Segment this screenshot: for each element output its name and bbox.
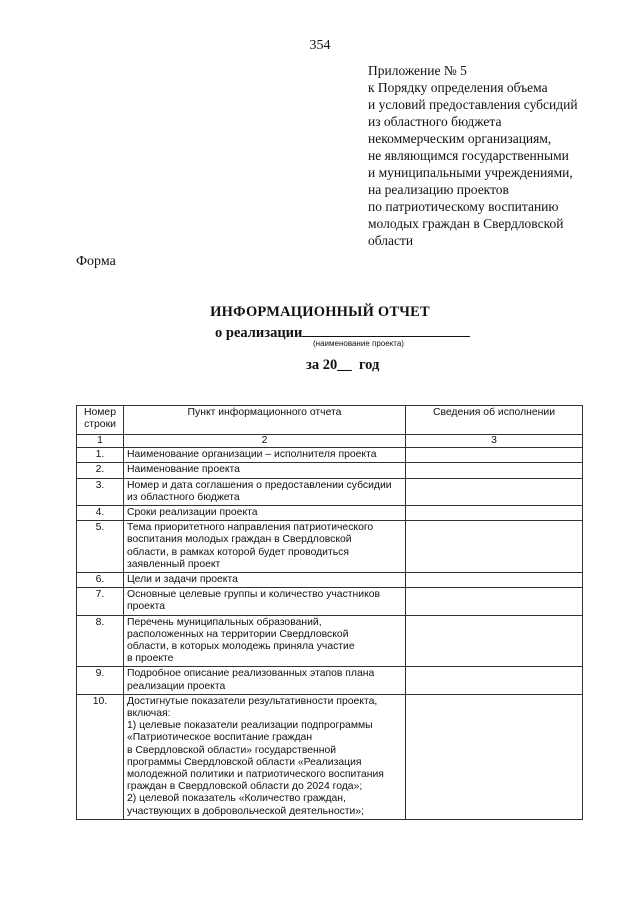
year-suffix: год bbox=[358, 357, 380, 373]
report-item-line: Наименование проекта bbox=[127, 464, 240, 476]
appendix-line: из областного бюджета bbox=[368, 114, 502, 129]
execution-info-cell[interactable] bbox=[406, 615, 583, 667]
execution-info-cell[interactable] bbox=[406, 448, 583, 463]
realization-prefix: о реализации bbox=[215, 325, 303, 341]
appendix-line: к Порядку определения объема bbox=[368, 80, 548, 95]
report-item-line: Цели и задачи проекта bbox=[127, 574, 238, 586]
project-name-hint: (наименование проекта) bbox=[313, 339, 404, 348]
report-item-line: воспитания молодых граждан в Свердловской bbox=[127, 534, 352, 546]
row-number: 9. bbox=[77, 667, 124, 694]
appendix-line: некоммерческим организациям, bbox=[368, 131, 552, 146]
row-number: 5. bbox=[77, 521, 124, 573]
appendix-block bbox=[368, 62, 628, 249]
appendix-line: и условий предоставления субсидий bbox=[368, 97, 578, 112]
table-row bbox=[77, 615, 583, 667]
header-report-item: Пункт информационного отчета bbox=[124, 406, 406, 435]
report-item-text bbox=[124, 694, 406, 819]
report-item-line: включая: bbox=[127, 708, 171, 720]
report-item-text bbox=[124, 506, 406, 521]
table-index-row bbox=[77, 435, 583, 448]
report-item-line: области, в рамках которой будет проводиться bbox=[127, 546, 349, 558]
index-cell: 3 bbox=[406, 435, 583, 448]
execution-info-cell[interactable] bbox=[406, 478, 583, 505]
report-item-text bbox=[124, 588, 406, 615]
table-row bbox=[77, 463, 583, 478]
execution-info-cell[interactable] bbox=[406, 521, 583, 573]
appendix-line: области bbox=[368, 233, 414, 248]
report-item-text bbox=[124, 615, 406, 667]
row-number: 7. bbox=[77, 588, 124, 615]
report-item-line: молодежной политики и патриотического воспитания bbox=[127, 769, 384, 781]
report-item-line: Наименование организации – исполнителя проекта bbox=[127, 449, 377, 461]
report-item-text bbox=[124, 463, 406, 478]
table-row bbox=[77, 521, 583, 573]
table-row bbox=[77, 573, 583, 588]
report-item-line: реализации проекта bbox=[127, 680, 226, 692]
year-prefix: за 20 bbox=[306, 357, 338, 373]
table-row bbox=[77, 478, 583, 505]
report-year bbox=[306, 357, 379, 374]
report-item-line: участвующих в добровольческой деятельности»; bbox=[127, 805, 365, 817]
report-item-line: Номер и дата соглашения о предоставлении субсидии bbox=[127, 479, 392, 491]
row-number: 8. bbox=[77, 615, 124, 667]
report-item-line: программы Свердловской области «Реализация bbox=[127, 756, 362, 768]
report-table bbox=[76, 405, 583, 820]
table-row bbox=[77, 667, 583, 694]
report-item-line: проекта bbox=[127, 601, 166, 613]
report-title: ИНФОРМАЦИОННЫЙ ОТЧЕТ bbox=[210, 304, 430, 320]
execution-info-cell[interactable] bbox=[406, 463, 583, 478]
table-row bbox=[77, 588, 583, 615]
report-item-line: «Патриотическое воспитание граждан bbox=[127, 732, 313, 744]
report-item-line: в Свердловской области» государственной bbox=[127, 744, 337, 756]
execution-info-cell[interactable] bbox=[406, 573, 583, 588]
report-item-line: из областного бюджета bbox=[127, 491, 240, 503]
appendix-line: и муниципальными учреждениями, bbox=[368, 165, 573, 180]
report-item-line: области, в которых молодежь приняла участие bbox=[127, 641, 355, 653]
report-item-text bbox=[124, 448, 406, 463]
report-item-line: 2) целевой показатель «Количество граждан, bbox=[127, 793, 346, 805]
report-item-line: Перечень муниципальных образований, bbox=[127, 616, 322, 628]
table-row bbox=[77, 448, 583, 463]
index-cell: 1 bbox=[77, 435, 124, 448]
row-number: 6. bbox=[77, 573, 124, 588]
report-item-line: заявленный проект bbox=[127, 558, 221, 570]
row-number: 4. bbox=[77, 506, 124, 521]
report-item-line: Подробное описание реализованных этапов плана bbox=[127, 668, 375, 680]
report-item-text bbox=[124, 667, 406, 694]
appendix-line: Приложение № 5 bbox=[368, 63, 467, 78]
row-number: 10. bbox=[77, 694, 124, 819]
header-row-number: Номер строки bbox=[77, 406, 124, 435]
appendix-line: по патриотическому воспитанию bbox=[368, 199, 559, 214]
year-blank: __ bbox=[337, 357, 352, 373]
page-number: 354 bbox=[309, 38, 331, 53]
report-item-text bbox=[124, 521, 406, 573]
row-number: 2. bbox=[77, 463, 124, 478]
execution-info-cell[interactable] bbox=[406, 694, 583, 819]
index-cell: 2 bbox=[124, 435, 406, 448]
execution-info-cell[interactable] bbox=[406, 667, 583, 694]
appendix-line: не являющимся государственными bbox=[368, 148, 569, 163]
report-item-line: 1) целевые показатели реализации подпрограммы bbox=[127, 720, 373, 732]
report-item-line: расположенных на территории Свердловской bbox=[127, 628, 349, 640]
form-label: Форма bbox=[76, 254, 116, 269]
report-item-line: Основные целевые группы и количество участников bbox=[127, 589, 381, 601]
report-item-line: в проекте bbox=[127, 653, 174, 665]
table-body bbox=[77, 448, 583, 820]
table-header-row bbox=[77, 406, 583, 435]
table-row bbox=[77, 694, 583, 819]
report-item-line: Сроки реализации проекта bbox=[127, 507, 258, 519]
appendix-line: на реализацию проектов bbox=[368, 182, 509, 197]
table-row bbox=[77, 506, 583, 521]
project-name-blank bbox=[302, 322, 470, 337]
report-item-line: граждан в Свердловской области до 2024 года»; bbox=[127, 781, 363, 793]
appendix-line: молодых граждан в Свердловской bbox=[368, 216, 564, 231]
execution-info-cell[interactable] bbox=[406, 506, 583, 521]
report-item-text bbox=[124, 573, 406, 588]
execution-info-cell[interactable] bbox=[406, 588, 583, 615]
report-item-line: Тема приоритетного направления патриотического bbox=[127, 522, 374, 534]
row-number: 3. bbox=[77, 478, 124, 505]
row-number: 1. bbox=[77, 448, 124, 463]
report-item-text bbox=[124, 478, 406, 505]
report-item-line: Достигнутые показатели результативности проекта, bbox=[127, 695, 378, 707]
header-execution-info: Сведения об исполнении bbox=[406, 406, 583, 435]
